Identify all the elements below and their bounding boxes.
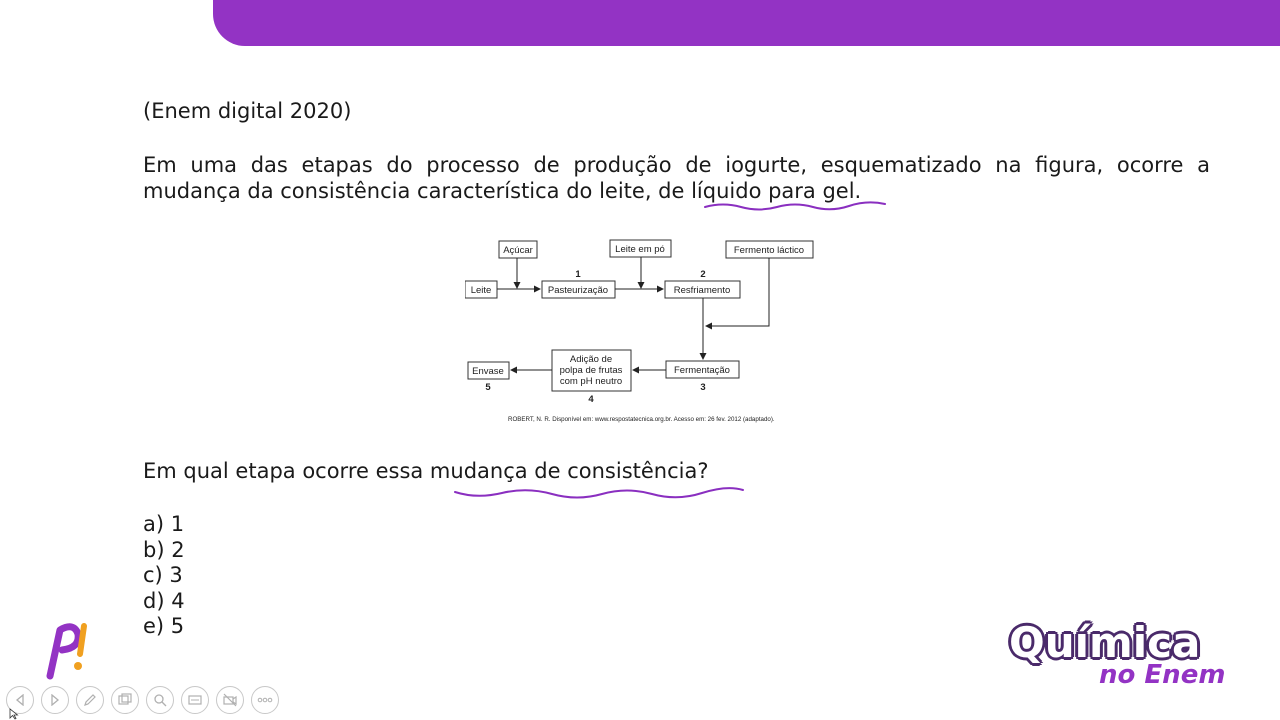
camera-off-icon[interactable]: [216, 686, 244, 714]
yogurt-process-diagram: [465, 235, 817, 427]
node-adicao-label-2: polpa de frutas: [559, 365, 623, 376]
more-icon[interactable]: [251, 686, 279, 714]
step-number-4: 4: [588, 394, 594, 405]
header-banner: [213, 0, 1280, 46]
brand-logo-main: Química: [1009, 618, 1201, 667]
node-leite-label: Leite: [470, 285, 492, 296]
node-envase-label: Envase: [472, 366, 504, 377]
diagram-credit: ROBERT, N. R. Disponível em: www.respostatecnica.org.br. Acesso em: 26 fev. 2012 (adaptado).: [508, 416, 775, 423]
mouse-cursor-icon: [9, 708, 19, 720]
step-number-2: 2: [700, 269, 706, 280]
source-tag: (Enem digital 2020): [143, 99, 352, 123]
node-adicao-label-3: com pH neutro: [559, 376, 623, 387]
option-d: d) 4: [143, 588, 185, 613]
step-number-1: 1: [575, 269, 581, 280]
node-leite-em-po-label: Leite em pó: [615, 244, 665, 255]
answer-options: [143, 512, 185, 640]
underline-squiggle-2: [452, 484, 747, 502]
slides-icon[interactable]: [111, 686, 139, 714]
step-number-3: 3: [700, 382, 706, 393]
question-prompt: Em qual etapa ocorre essa mudança de consistência?: [143, 459, 709, 483]
pen-icon[interactable]: [76, 686, 104, 714]
option-a: a) 1: [143, 512, 185, 536]
node-resfriamento-label: Resfriamento: [673, 285, 731, 296]
step-number-5: 5: [485, 382, 491, 393]
node-pasteurizacao-label: Pasteurização: [547, 285, 609, 296]
next-icon[interactable]: [41, 686, 69, 714]
subtitles-icon[interactable]: [181, 686, 209, 714]
node-adicao-label-1: Adição de: [569, 354, 613, 365]
brand-logo-sub: no Enem: [1099, 660, 1226, 690]
node-acucar-label: Açúcar: [503, 245, 533, 256]
option-e: e) 5: [143, 614, 185, 638]
option-b: b) 2: [143, 537, 185, 562]
node-fermento-label: Fermento láctico: [733, 245, 805, 256]
presentation-toolbar: [6, 686, 279, 714]
professor-logo: [40, 620, 96, 680]
underline-squiggle-1: [703, 198, 888, 214]
zoom-icon[interactable]: [146, 686, 174, 714]
brand-logo: [1005, 618, 1245, 698]
node-fermentacao-label: Fermentação: [674, 365, 730, 376]
question-text: Em uma das etapas do processo de produção de iogurte, esquematizado na figura, ocorre a mudança da consistência característica do leite, de líquido para gel.: [143, 153, 1210, 203]
option-c: c) 3: [143, 563, 183, 587]
